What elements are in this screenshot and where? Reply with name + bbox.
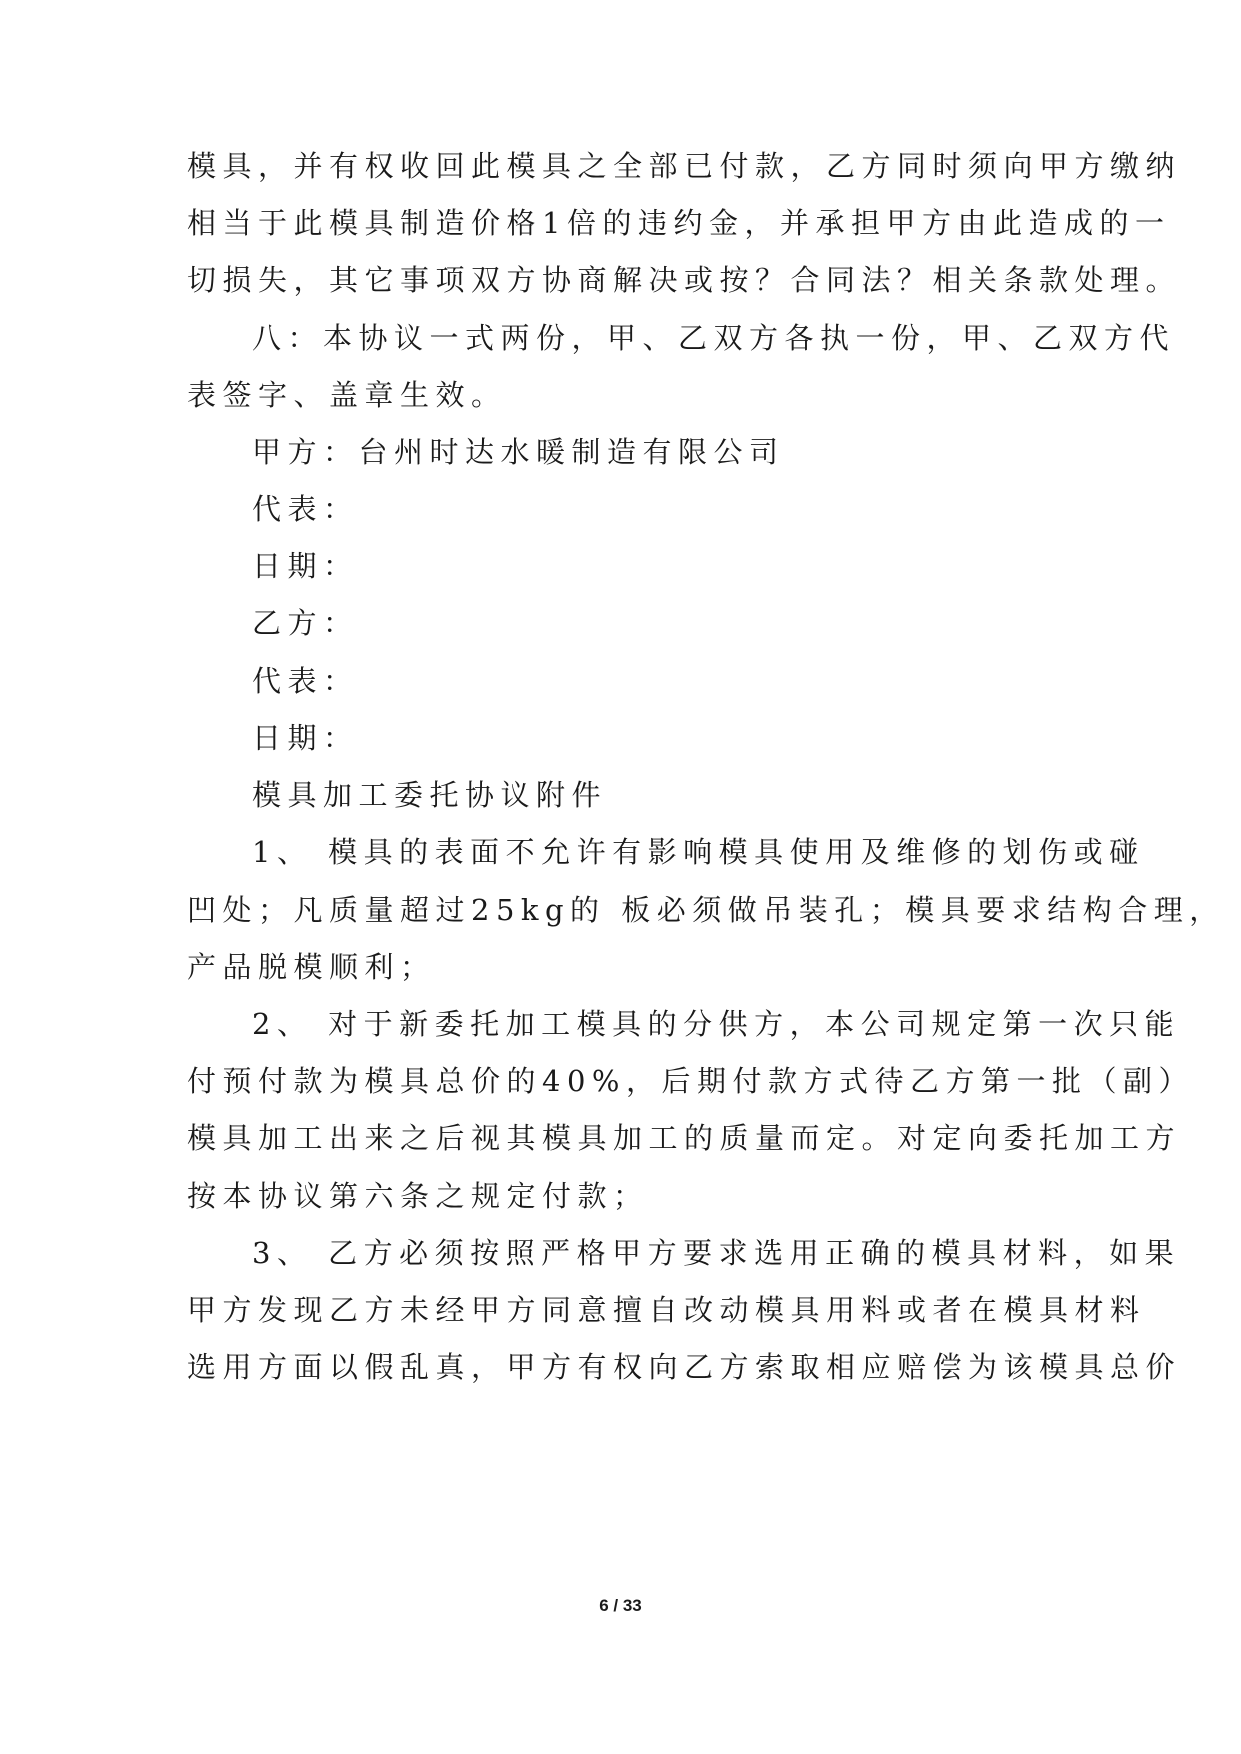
- paragraph-line: 按本协议第六条之规定付款；: [187, 1179, 649, 1213]
- paragraph-line: 相当于此模具制造价格1倍的违约金，并承担甲方由此造成的一: [187, 206, 1171, 240]
- section-heading: 模具加工委托协议附件: [252, 778, 608, 812]
- paragraph-line: 2、 对于新委托加工模具的分供方，本公司规定第一次只能: [252, 1007, 1181, 1041]
- paragraph-line: 凹处；凡质量超过25kg的 板必须做吊装孔；模具要求结构合理，: [187, 893, 1225, 927]
- signature-field-label: 代表：: [252, 664, 359, 698]
- paragraph-line: 切损失，其它事项双方协商解决或按？合同法？相关条款处理。: [187, 263, 1182, 297]
- signature-field-label: 日期：: [252, 549, 359, 583]
- party-a-line: 甲方：台州时达水暖制造有限公司: [252, 435, 785, 469]
- paragraph-line: 模具，并有权收回此模具之全部已付款，乙方同时须向甲方缴纳: [187, 149, 1182, 183]
- paragraph-line: 3、 乙方必须按照严格甲方要求选用正确的模具材料，如果: [252, 1236, 1181, 1270]
- paragraph-line: 甲方发现乙方未经甲方同意擅自改动模具用料或者在模具材料: [187, 1293, 1146, 1327]
- page-number: 6 / 33: [599, 1596, 642, 1615]
- signature-field-label: 代表：: [252, 492, 359, 526]
- paragraph-line: 选用方面以假乱真，甲方有权向乙方索取相应赔偿为该模具总价: [187, 1350, 1182, 1384]
- paragraph-line: 八：本协议一式两份，甲、乙双方各执一份，甲、乙双方代: [252, 321, 1176, 355]
- paragraph-line: 表签字、盖章生效。: [187, 378, 507, 412]
- signature-field-label: 日期：: [252, 721, 359, 755]
- signature-field-label: 乙方：: [252, 606, 359, 640]
- paragraph-line: 产品脱模顺利；: [187, 950, 436, 984]
- paragraph-line: 付预付款为模具总价的40%，后期付款方式待乙方第一批（副）: [187, 1064, 1194, 1098]
- paragraph-line: 1、 模具的表面不允许有影响模具使用及维修的划伤或碰: [252, 835, 1145, 869]
- paragraph-line: 模具加工出来之后视其模具加工的质量而定。对定向委托加工方: [187, 1121, 1182, 1155]
